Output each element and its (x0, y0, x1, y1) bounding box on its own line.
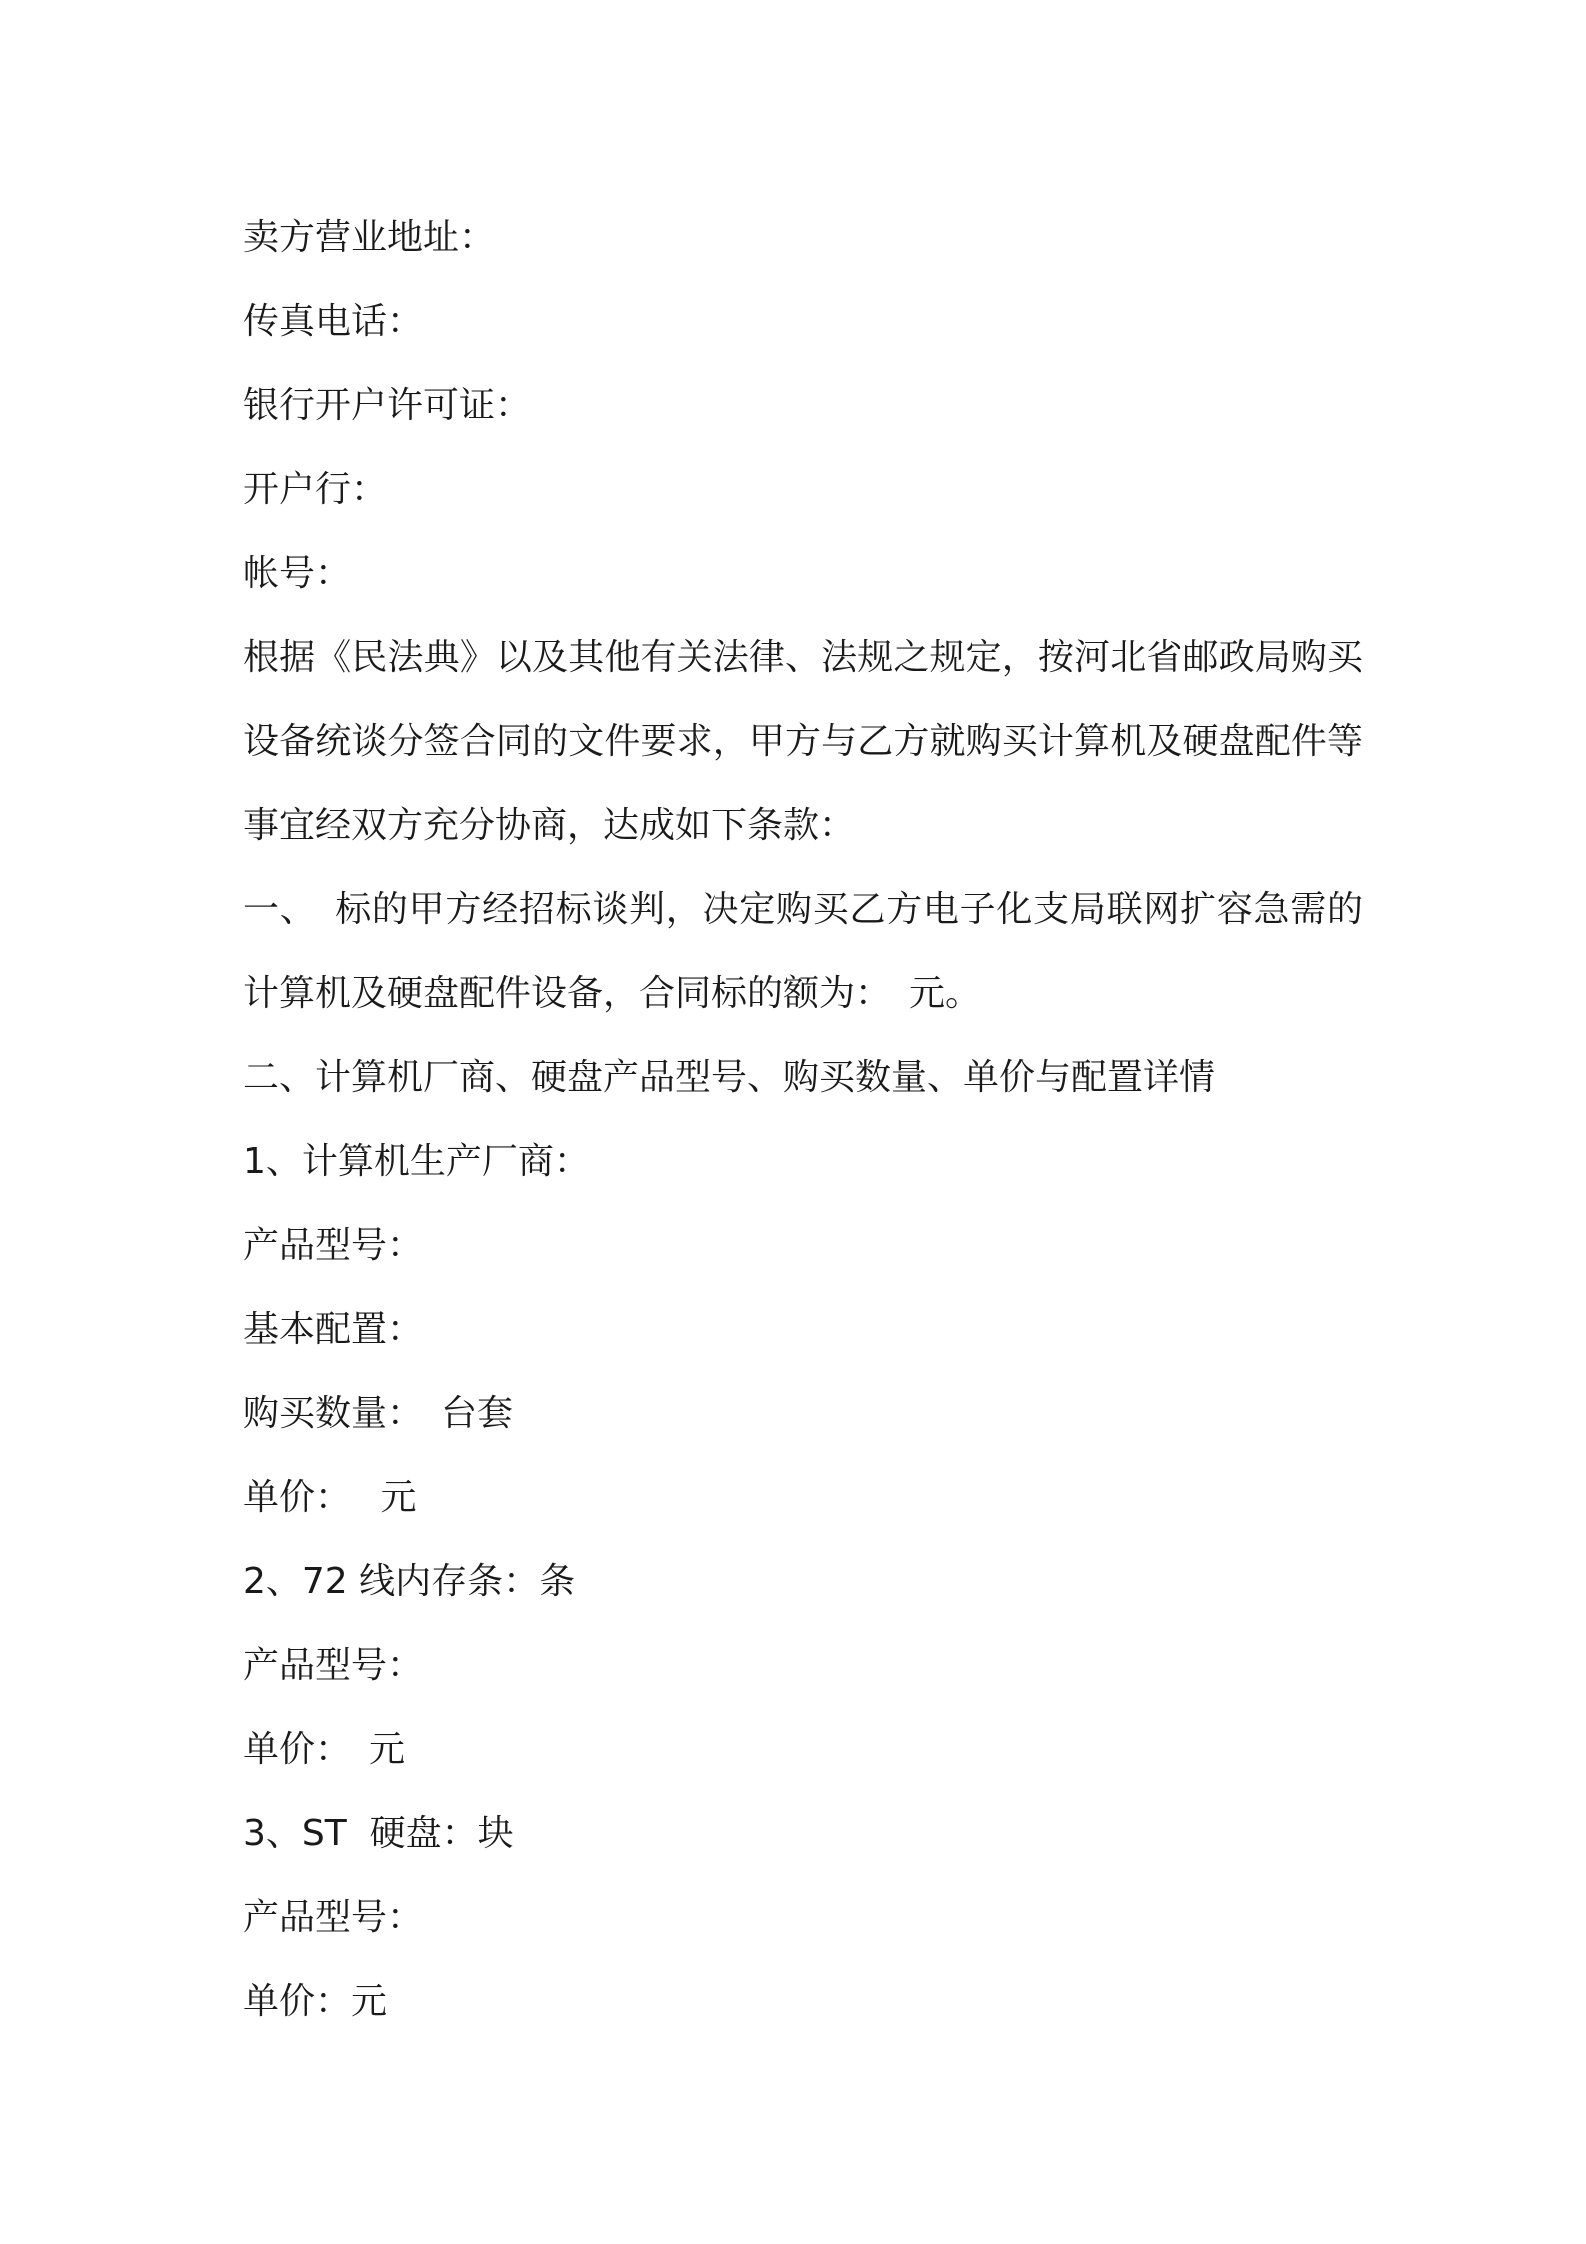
clause-2-title: 二、计算机厂商、硬盘产品型号、购买数量、单价与配置详情 (243, 1057, 1216, 1098)
seller-address-line: 卖方营业地址： (243, 217, 496, 258)
computer-model-line: 产品型号： (243, 1225, 424, 1266)
computer-qty-line: 购买数量： 台套 (243, 1393, 514, 1434)
memory-line: 2、72 线内存条：条 (243, 1561, 576, 1602)
memory-price-line: 单价： 元 (243, 1729, 406, 1770)
memory-model-line: 产品型号： (243, 1645, 424, 1686)
bank-line: 开户行： (243, 469, 388, 510)
computer-price-line: 单价： 元 (243, 1477, 417, 1518)
account-line: 帐号： (243, 553, 352, 594)
hdd-price-line: 单价：元 (243, 1981, 388, 2022)
clause-1-paragraph: 一、 标的甲方经招标谈判，决定购买乙方电子化支局联网扩容急需的计算机及硬盘配件设备，合同标的额为： 元。 (243, 889, 1363, 1014)
computer-config-line: 基本配置： (243, 1309, 424, 1350)
hdd-model-line: 产品型号： (243, 1897, 424, 1938)
document-body (243, 196, 1363, 2044)
hdd-line: 3、ST 硬盘：块 (243, 1813, 514, 1854)
intro-paragraph: 根据《民法典》以及其他有关法律、法规之规定，按河北省邮政局购买设备统谈分签合同的文件要求，甲方与乙方就购买计算机及硬盘配件等事宜经双方充分协商，达成如下条款： (243, 637, 1363, 846)
fax-phone-line: 传真电话： (243, 301, 424, 342)
computer-vendor-line: 1、计算机生产厂商： (243, 1141, 590, 1182)
bank-license-line: 银行开户许可证： (243, 385, 532, 426)
